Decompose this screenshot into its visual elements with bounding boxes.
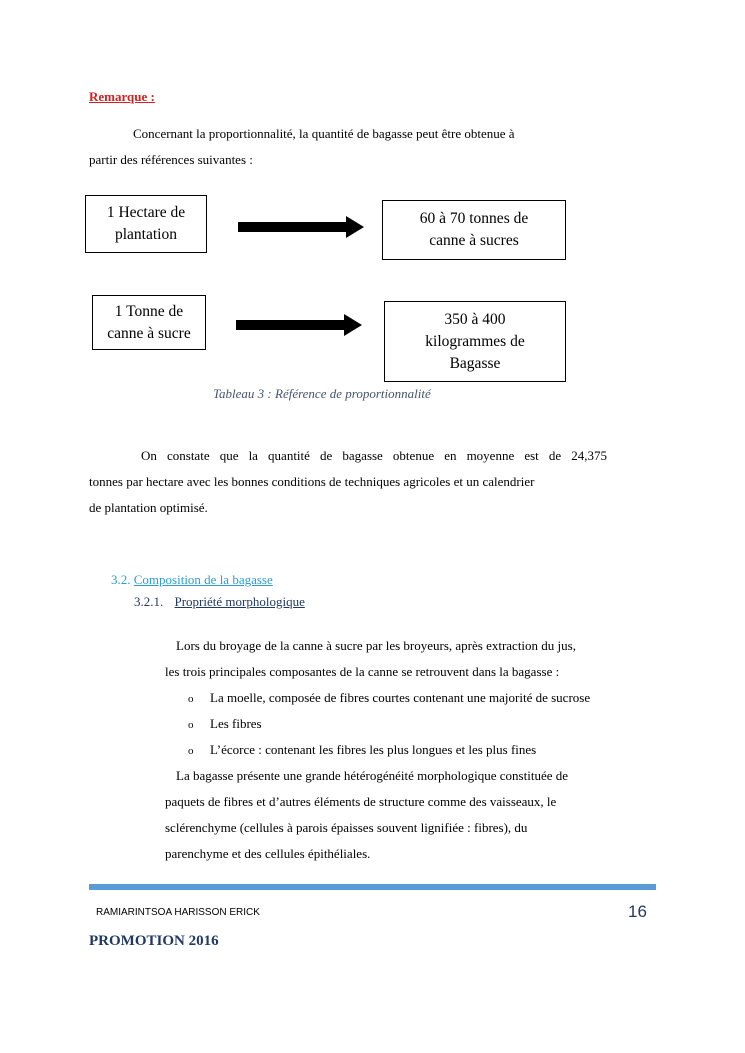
bullet-circle-icon: o xyxy=(188,745,194,757)
subsection-number: 3.2.1. xyxy=(134,594,164,609)
list-item xyxy=(188,711,590,737)
tonne-canne-line-2: canne à sucre xyxy=(107,324,191,342)
morpho-paragraph xyxy=(165,763,653,867)
page-number: 16 xyxy=(628,902,647,921)
tonne-canne-line-1: 1 Tonne de xyxy=(114,302,184,320)
kilogrammes-box xyxy=(384,301,566,382)
observation-line-2: tonnes par hectare avec les bonnes conditions de techniques agricoles et un calendrier xyxy=(89,474,535,489)
observation-line-3: de plantation optimisé. xyxy=(89,500,208,515)
list-item xyxy=(188,685,590,711)
list-item-text: La moelle, composée de fibres courtes contenant une majorité de sucrose xyxy=(210,690,591,705)
hectare-line-1: 1 Hectare de xyxy=(106,204,186,221)
remark-heading: Remarque : xyxy=(89,89,155,104)
footer-promotion: PROMOTION 2016 xyxy=(89,933,219,949)
morpho-line-1: Lors du broyage de la canne à sucre par les broyeurs, après extraction du jus, xyxy=(176,638,576,653)
morpho-para-line-3: sclérenchyme (cellules à parois épaisses souvent lignifiée : fibres), du xyxy=(165,820,528,835)
table-caption: Tableau 3 : Référence de proportionnalité xyxy=(213,386,431,401)
subsection-heading[interactable] xyxy=(134,594,305,610)
tonne-canne-box xyxy=(92,295,206,350)
bullet-circle-icon: o xyxy=(188,719,194,731)
footer-divider xyxy=(89,884,656,890)
morpho-para-line-2: paquets de fibres et d’autres éléments de structure comme des vaisseaux, le xyxy=(165,794,557,809)
observation-paragraph xyxy=(89,443,607,521)
kilogrammes-line-1: 350 à 400 xyxy=(444,310,506,328)
hectare-line-2: plantation xyxy=(115,226,177,243)
kilogrammes-line-2: kilogrammes de xyxy=(425,332,525,350)
tonnes-box xyxy=(382,200,566,260)
tonnes-line-1: 60 à 70 tonnes de xyxy=(419,210,529,227)
intro-paragraph xyxy=(89,121,589,173)
arrow-right-icon xyxy=(236,312,364,338)
morpho-line-2: les trois principales composantes de la canne se retrouvent dans la bagasse : xyxy=(165,664,560,679)
list-item xyxy=(188,737,590,763)
morpho-intro xyxy=(165,633,653,685)
intro-line-1: Concernant la proportionnalité, la quantité de bagasse peut être obtenue à xyxy=(133,126,515,141)
footer-author: RAMIARINTSOA HARISSON ERICK xyxy=(96,907,260,918)
list-item-text: L’écorce : contenant les fibres les plus longues et les plus fines xyxy=(210,742,537,757)
hectare-box xyxy=(85,195,207,253)
list-item-text: Les fibres xyxy=(210,716,262,731)
intro-line-2: partir des références suivantes : xyxy=(89,152,253,167)
kilogrammes-line-3: Bagasse xyxy=(449,354,501,372)
arrow-right-icon xyxy=(238,214,366,240)
morpho-para-line-1: La bagasse présente une grande hétérogénéité morphologique constituée de xyxy=(176,768,569,783)
section-title-link[interactable]: Composition de la bagasse xyxy=(133,572,273,587)
morpho-para-line-4: parenchyme et des cellules épithéliales. xyxy=(165,846,371,861)
section-heading[interactable] xyxy=(111,572,273,588)
observation-line-1: On constate que la quantité de bagasse obtenue en moyenne est de 24,375 xyxy=(141,448,607,463)
subsection-title-link[interactable]: Propriété morphologique xyxy=(174,594,305,609)
bullet-circle-icon: o xyxy=(188,693,194,705)
tonnes-line-2: canne à sucres xyxy=(429,232,519,249)
section-number: 3.2. xyxy=(111,572,131,587)
component-list xyxy=(188,685,590,763)
